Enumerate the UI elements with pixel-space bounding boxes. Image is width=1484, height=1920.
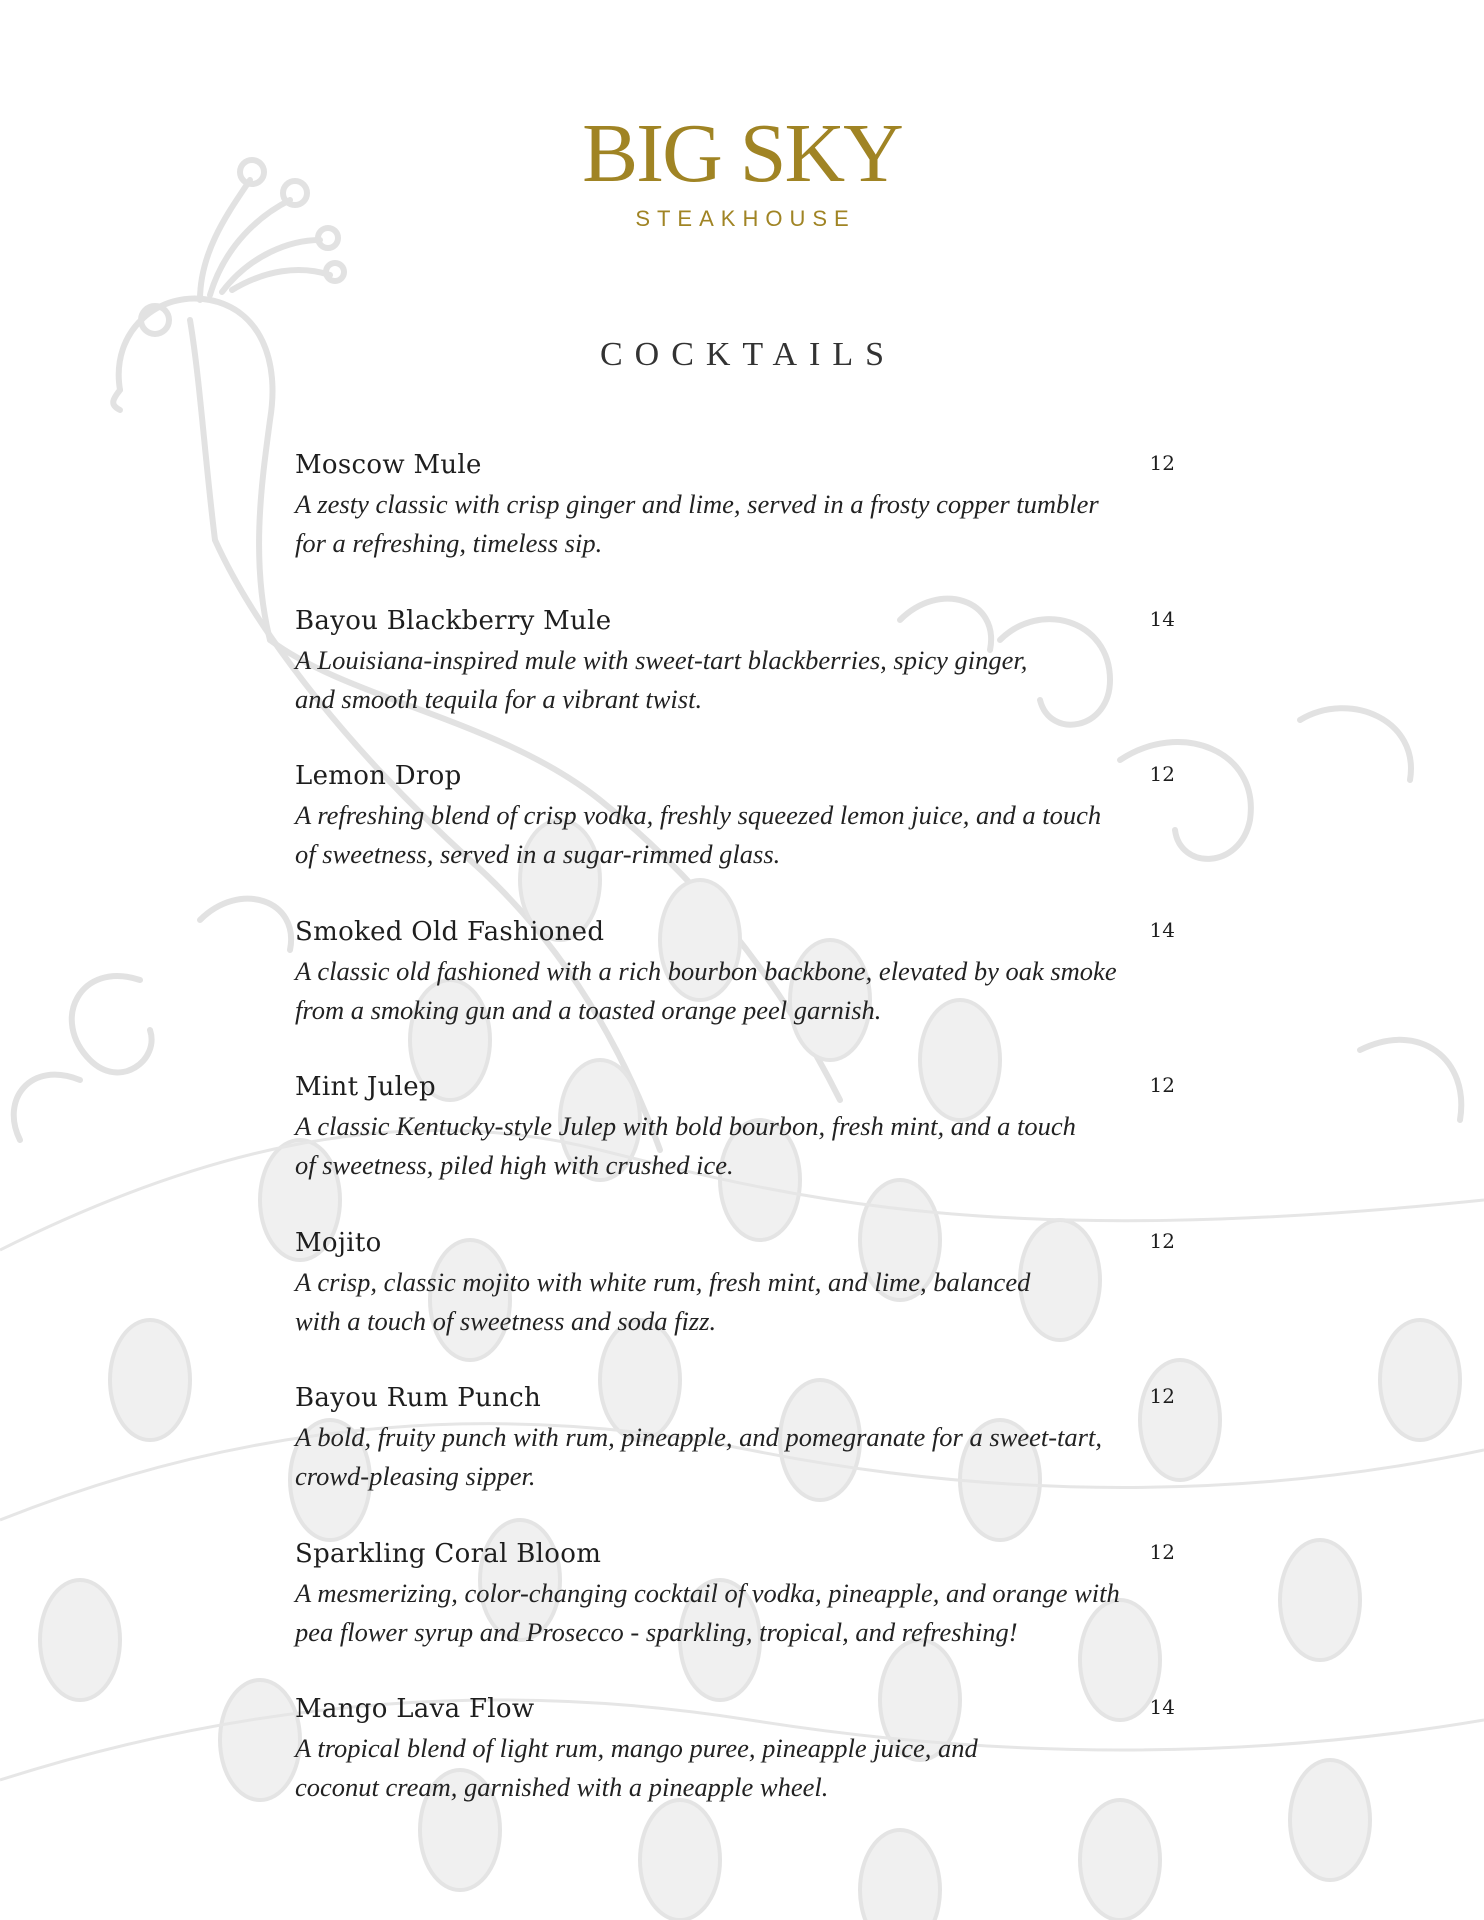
item-name: Sparkling Coral Bloom xyxy=(295,1538,602,1569)
item-description-line: pea flower syrup and Prosecco - sparkling, tropical, and refreshing! xyxy=(295,1616,1018,1647)
item-description xyxy=(295,796,1165,874)
item-description-line: A classic Kentucky-style Julep with bold bourbon, fresh mint, and a touch xyxy=(295,1111,1076,1141)
brand-logo xyxy=(0,107,1484,232)
item-name: Moscow Mule xyxy=(295,450,482,480)
item-description-line: for a refreshing, timeless sip. xyxy=(295,528,603,558)
item-description-line: A crisp, classic mojito with white rum, fresh mint, and lime, balanced xyxy=(295,1266,1031,1297)
item-price: 12 xyxy=(1149,1073,1175,1097)
item-description xyxy=(295,1418,1165,1496)
item-description xyxy=(295,1107,1165,1185)
item-name: Bayou Rum Punch xyxy=(295,1383,541,1413)
item-description-line: A refreshing blend of crisp vodka, freshly squeezed lemon juice, and a touch xyxy=(295,800,1102,830)
menu-item xyxy=(295,1225,1175,1381)
item-description-line: A zesty classic with crisp ginger and lime, served in a frosty copper tumbler xyxy=(295,489,1099,519)
item-name: Bayou Blackberry Mule xyxy=(295,605,612,636)
item-name: Lemon Drop xyxy=(295,761,462,791)
item-name: Mojito xyxy=(295,1227,382,1258)
item-description xyxy=(295,1729,1165,1807)
item-description-line: of sweetness, piled high with crushed ice. xyxy=(295,1150,734,1180)
brand-subtitle: STEAKHOUSE xyxy=(635,206,856,231)
item-description-line: A Louisiana-inspired mule with sweet-tart blackberries, spicy ginger, xyxy=(295,644,1028,675)
menu-item xyxy=(295,1536,1175,1692)
item-description-line: crowd-pleasing sipper. xyxy=(295,1461,536,1491)
section-title: COCKTAILS xyxy=(599,336,897,373)
menu-item xyxy=(295,447,1175,603)
item-description xyxy=(295,641,1165,719)
item-description xyxy=(295,952,1165,1030)
item-price: 14 xyxy=(1149,606,1175,631)
item-price: 14 xyxy=(1149,1695,1175,1719)
item-price: 12 xyxy=(1149,762,1175,786)
item-name: Mint Julep xyxy=(295,1072,436,1102)
item-description-line: and smooth tequila for a vibrant twist. xyxy=(295,683,703,714)
item-description xyxy=(295,1263,1165,1341)
menu-item xyxy=(295,914,1175,1070)
item-price: 12 xyxy=(1149,1539,1175,1564)
menu-item xyxy=(295,758,1175,914)
menu-item xyxy=(295,1069,1175,1225)
brand-name: BIG SKY xyxy=(582,107,902,200)
item-description-line: from a smoking gun and a toasted orange peel garnish. xyxy=(295,994,882,1025)
menu-item xyxy=(295,1691,1175,1847)
item-description-line: A bold, fruity punch with rum, pineapple, and pomegranate for a sweet-tart, xyxy=(295,1422,1102,1452)
item-price: 12 xyxy=(1149,1228,1175,1253)
item-description-line: with a touch of sweetness and soda fizz. xyxy=(295,1305,717,1336)
item-description-line: A classic old fashioned with a rich bourbon backbone, elevated by oak smoke xyxy=(295,955,1117,986)
cocktail-list xyxy=(295,447,1175,1847)
item-description-line: A tropical blend of light rum, mango puree, pineapple juice, and xyxy=(295,1733,978,1763)
item-description-line: coconut cream, garnished with a pineapple wheel. xyxy=(295,1772,829,1802)
item-description-line: A mesmerizing, color-changing cocktail of vodka, pineapple, and orange with xyxy=(295,1577,1120,1608)
item-name: Mango Lava Flow xyxy=(295,1694,535,1724)
item-price: 12 xyxy=(1149,1384,1175,1408)
item-description xyxy=(295,1574,1165,1652)
item-price: 14 xyxy=(1149,917,1175,942)
menu-item xyxy=(295,1380,1175,1536)
item-description xyxy=(295,485,1165,563)
menu-item xyxy=(295,603,1175,759)
item-name: Smoked Old Fashioned xyxy=(295,916,605,947)
item-description-line: of sweetness, served in a sugar-rimmed glass. xyxy=(295,839,781,869)
item-price: 12 xyxy=(1149,451,1175,475)
